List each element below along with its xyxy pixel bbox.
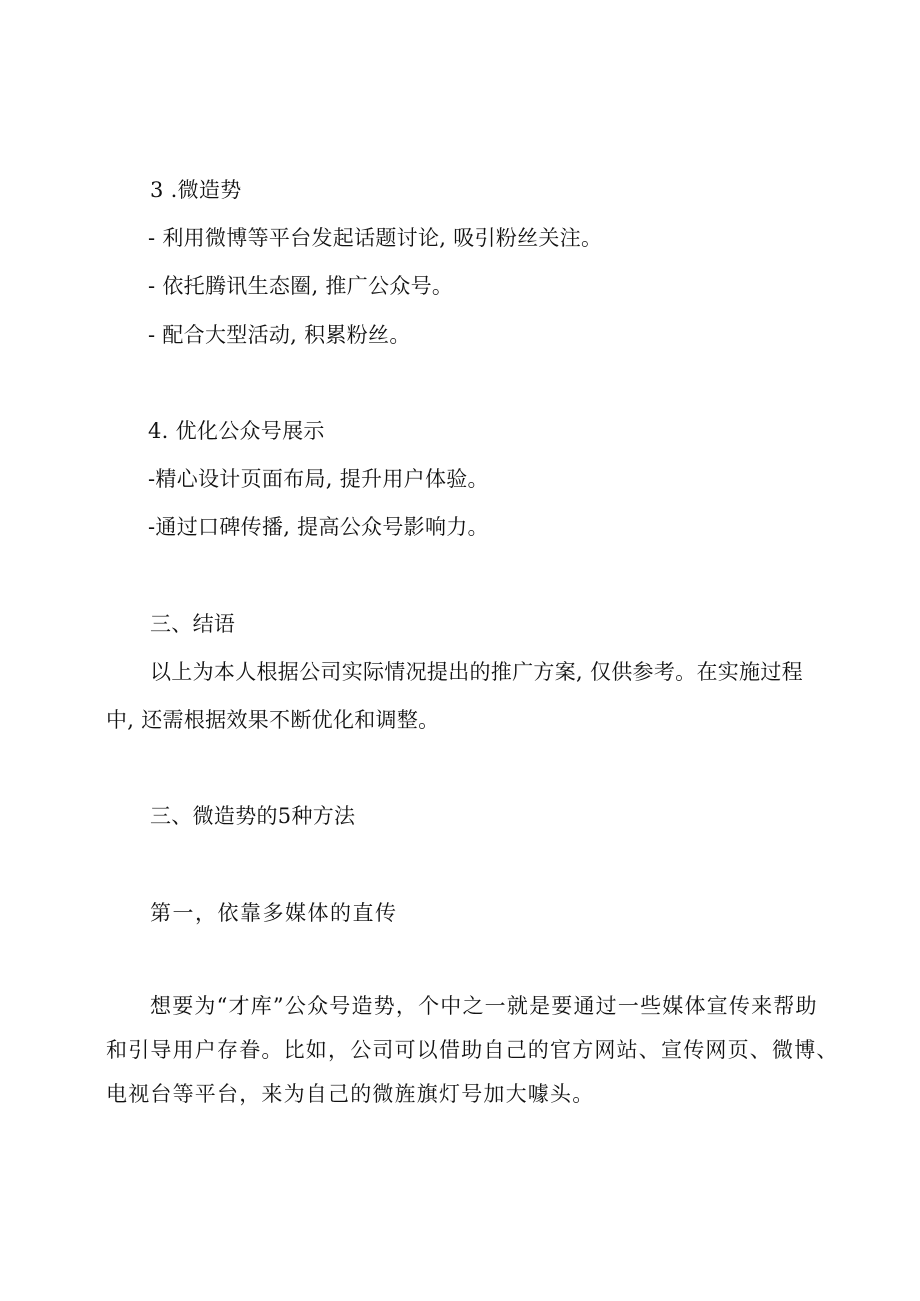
- section3-item-3: - 配合大型活动, 积累粉丝。: [148, 323, 411, 347]
- methods-heading: 三、微造势的5种方法: [150, 804, 356, 828]
- section3-item-2: - 依托腾讯生态圈, 推广公众号。: [148, 274, 454, 298]
- conclusion-line-1: 以上为本人根据公司实际情况提出的推广方案, 仅供参考。在实施过程: [150, 660, 803, 684]
- section4-heading: 4. 优化公众号展示: [148, 419, 325, 443]
- section3-item-1: - 利用微博等平台发起话题讨论, 吸引粉丝关注。: [148, 226, 603, 250]
- paragraph-line-3: 电视台等平台，来为自己的微旌旗灯号加大噱头。: [106, 1082, 595, 1106]
- first-method-paragraph: [106, 984, 846, 1116]
- paragraph-line-1: 想要为“才库”公众号造势，个中之一就是要通过一些媒体宣传来帮助: [150, 994, 818, 1018]
- conclusion-line-2: 中, 还需根据效果不断优化和调整。: [106, 708, 440, 732]
- section4-item-2: -通过口碑传播, 提高公众号影响力。: [148, 515, 489, 539]
- section3-heading: 3 .微造势: [150, 178, 242, 202]
- section4-item-1: -精心设计页面布局, 提升用户体验。: [148, 467, 489, 491]
- first-method-heading: 第一，依靠多媒体的直传: [150, 901, 398, 925]
- conclusion-heading: 三、结语: [150, 612, 236, 636]
- paragraph-line-2: 和引导用户存眷。比如，公司可以借助自己的官方网站、宣传网页、微博、: [106, 1038, 839, 1062]
